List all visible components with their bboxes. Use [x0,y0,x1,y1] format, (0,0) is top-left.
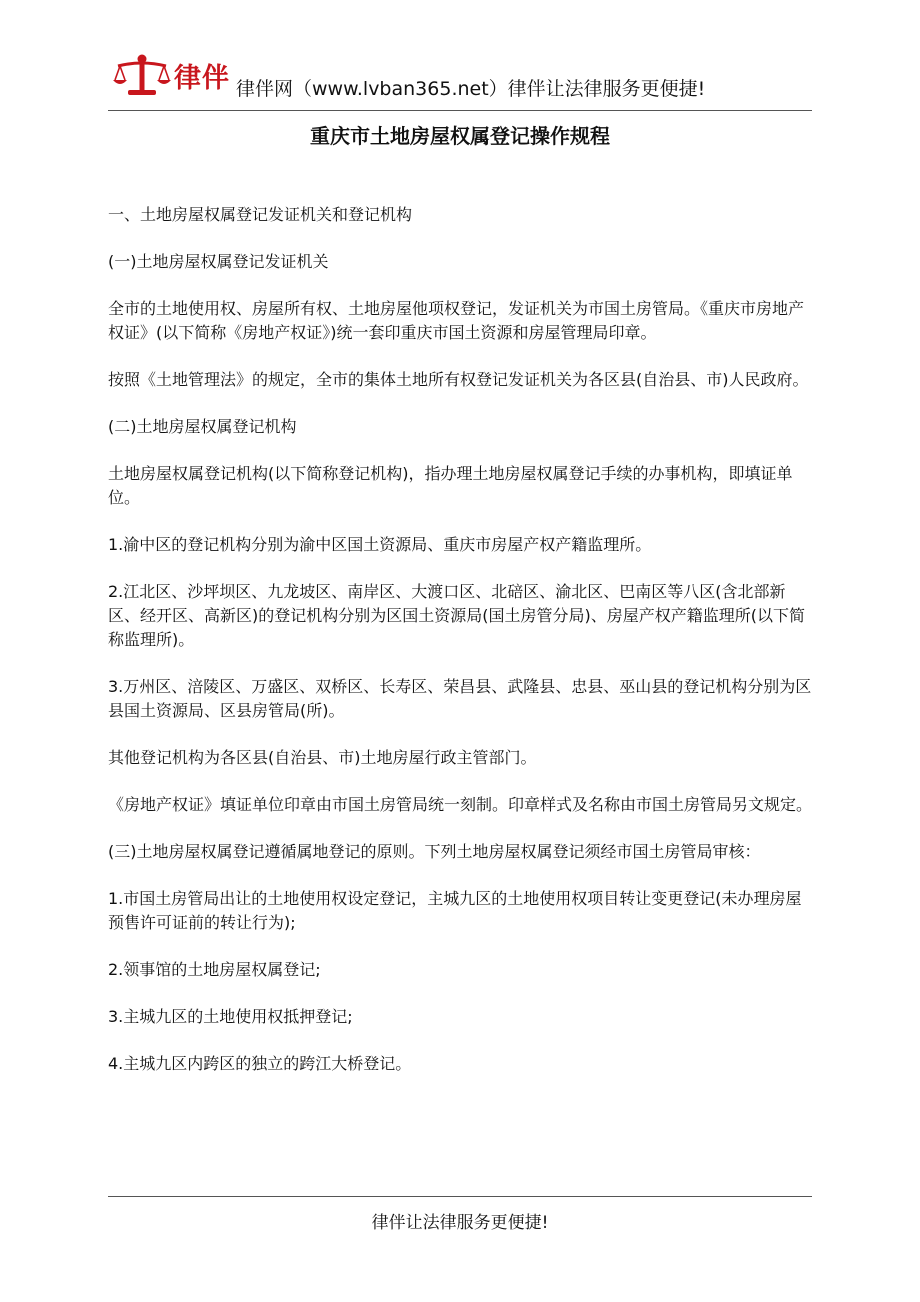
lvban-logo [112,52,242,98]
paragraph: 4.主城九区内跨区的独立的跨江大桥登记。 [108,1054,412,1073]
paragraph: (三)土地房屋权属登记遵循属地登记的原则。下列土地房屋权属登记须经市国土房管局审核： [108,842,761,861]
document-body [108,203,812,1099]
header-divider [108,110,812,111]
paragraph: 土地房屋权属登记机构(以下简称登记机构)，指办理土地房屋权属登记手续的办事机构，即填证单位。 [108,464,793,507]
paragraph: 2.领事馆的土地房屋权属登记; [108,960,321,979]
logo-text: 律伴 [174,63,230,94]
document-title: 重庆市土地房屋权属登记操作规程 [310,124,610,148]
paragraph: 2.江北区、沙坪坝区、九龙坡区、南岸区、大渡口区、北碚区、渝北区、巴南区等八区(含北部新区、经开区、高新区)的登记机构分别为区国土资源局(国土房管分局)、房屋产权产籍监理所(以下简称监理所)。 [108,582,805,649]
paragraph: 1.市国土房管局出让的土地使用权设定登记，主城九区的土地使用权项目转让变更登记(未办理房屋预售许可证前的转让行为); [108,889,802,932]
paragraph: 其他登记机构为各区县(自治县、市)土地房屋行政主管部门。 [108,748,537,767]
paragraph: 按照《土地管理法》的规定，全市的集体土地所有权登记发证机关为各区县(自治县、市)人民政府。 [108,370,809,389]
paragraph: (一)土地房屋权属登记发证机关 [108,252,329,271]
paragraph: 3.万州区、涪陵区、万盛区、双桥区、长寿区、荣昌县、武隆县、忠县、巫山县的登记机构分别为区县国土资源局、区县房管局(所)。 [108,677,812,720]
paragraph: 一、土地房屋权属登记发证机关和登记机构 [108,205,413,224]
paragraph: 《房地产权证》填证单位印章由市国土房管局统一刻制。印章样式及名称由市国土房管局另文规定。 [108,795,813,814]
page-header [108,44,812,108]
footer-divider [108,1196,812,1197]
scales-of-justice-icon [112,52,172,98]
paragraph: 3.主城九区的土地使用权抵押登记; [108,1007,353,1026]
paragraph: 1.渝中区的登记机构分别为渝中区国土资源局、重庆市房屋产权产籍监理所。 [108,535,652,554]
paragraph: 全市的土地使用权、房屋所有权、土地房屋他项权登记，发证机关为市国土房管局。《重庆市房地产权证》(以下简称《房地产权证》)统一套印重庆市国土资源和房屋管理局印章。 [108,299,805,342]
site-slogan-header: 律伴网（www.lvban365.net）律伴让法律服务更便捷! [236,78,706,100]
paragraph: (二)土地房屋权属登记机构 [108,417,297,436]
footer-slogan: 律伴让法律服务更便捷! [371,1213,549,1233]
